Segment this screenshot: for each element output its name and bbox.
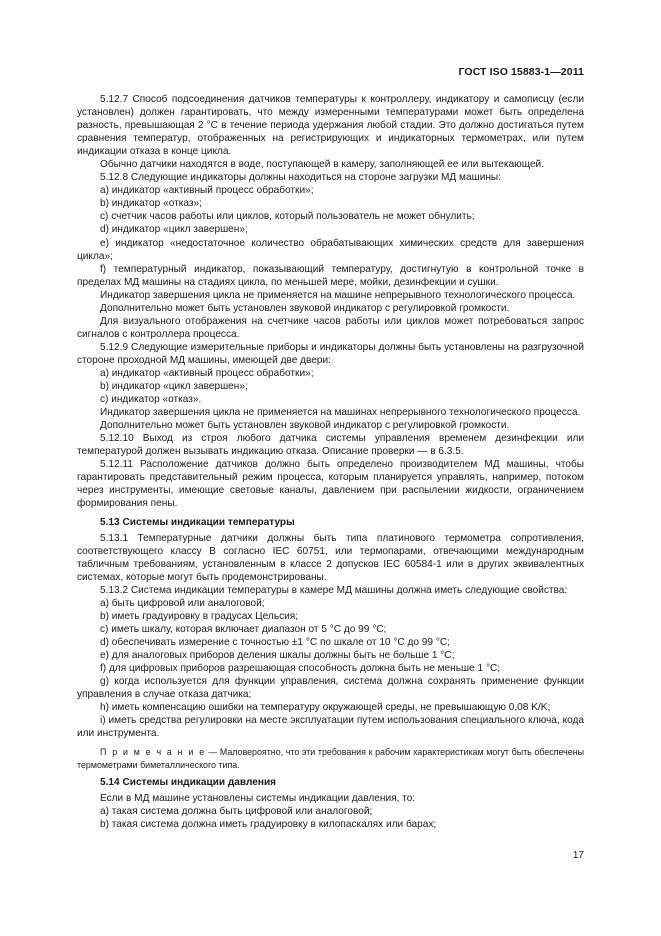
paragraph-5-12-10: 5.12.10 Выход из строя любого датчика системы управления временем дезинфекции или температурой должен вызывать индикацию отказа. Описание проверки — в 6.3.5. <box>77 433 584 458</box>
list-item: a) быть цифровой или аналоговой; <box>100 597 265 609</box>
list-item: i) иметь средства регулировки на месте эксплуатации путем использования специального ключа, кода или инструмента. <box>77 715 584 740</box>
list-item: a) индикатор «активный процесс обработки»; <box>100 367 314 379</box>
note <box>77 746 584 770</box>
list-item: c) индикатор «отказ». <box>100 394 202 406</box>
list-item: b) индикатор «отказ»; <box>100 198 202 210</box>
list-item: e) индикатор «недостаточное количество обрабатывающих химических средств для завершения цикла»; <box>77 237 584 262</box>
document-code-header: ГОСТ ISO 15883-1—2011 <box>458 66 584 78</box>
page-number: 17 <box>572 850 584 861</box>
list-item: e) для аналоговых приборов деления шкалы должны быть не больше 1 °С; <box>100 649 455 661</box>
paragraph-5-12-9: 5.12.9 Следующие измерительные приборы и индикаторы должны быть установлены на разгрузочной стороне проходной МД машины, имеющей две двери: <box>77 341 584 366</box>
paragraph-sound-indicator: Дополнительно может быть установлен звуковой индикатор с регулировкой громкости. <box>100 302 510 314</box>
list-item: d) индикатор «цикл завершен»; <box>100 224 248 236</box>
list-item: b) иметь градуировку в градусах Цельсия; <box>100 610 299 622</box>
list-item: g) когда используется для функции управления, система должна сохранять применение функции управления в случае отказа датчика; <box>77 676 584 701</box>
note-text: — Маловероятно, что эти требования к рабочим характеристикам могут быть обеспечены термометрами биметаллического типа. <box>77 747 584 770</box>
paragraph-5-12-8: 5.12.8 Следующие индикаторы должны находиться на стороне загрузки МД машины: <box>100 172 501 184</box>
list-item: b) такая система должна иметь градуировку в килопаскалях или барах; <box>100 818 437 830</box>
list-item: f) температурный индикатор, показывающий температуру, достигнутую в контрольной точке в пределах МД машины на стадиях цикла, по меньшей мере, мойки, дезинфекции и сушки. <box>77 263 584 288</box>
paragraph-cycle-indicator: Индикатор завершения цикла не применяется на машине непрерывного технологического процесса. <box>100 289 576 301</box>
list-item: h) иметь компенсацию ошибки на температуру окружающей среды, не превышающую 0,08 K/K; <box>100 702 551 714</box>
list-item: f) для цифровых приборов разрешающая способность должна быть не меньше 1 °С; <box>100 663 501 675</box>
paragraph-5-12-7: 5.12.7 Способ подсоединения датчиков температуры к контроллеру, индикатору и самописцу (если установлен) должен гарантировать, что между измеренными температурами может быть определена разность, превышающая 2 °С в течение периода удержания любой стадии. Это должно достигаться путем сравнения температур, отображенных на регистрирующих и индикаторных термометрах, или путем индикации отказа в конце цикла. <box>77 94 584 158</box>
paragraph-sound-indicator-2: Дополнительно может быть установлен звуковой индикатор с регулировкой громкости. <box>100 420 510 432</box>
page-body <box>77 93 584 831</box>
paragraph-sensors-note: Обычно датчики находятся в воде, поступающей в камеру, заполняющей ее или вытекающей. <box>100 159 544 171</box>
list-item: d) обеспечивать измерение с точностью ±1 °С по шкале от 10 °С до 99 °С; <box>100 636 450 648</box>
paragraph-counter-request: Для визуального отображения на счетчике часов работы или циклов может потребоваться запрос сигналов с контроллера процесса. <box>77 315 584 340</box>
paragraph-5-13-2: 5.13.2 Система индикации температуры в камере МД машины должна иметь следующие свойства: <box>100 584 568 596</box>
section-heading-5-13: 5.13 Системы индикации температуры <box>100 516 295 528</box>
list-item: c) иметь шкалу, которая включает диапазон от 5 °С до 99 °С; <box>100 623 387 635</box>
paragraph-cycle-indicator-2: Индикатор завершения цикла не применяется на машинах непрерывного технологического процесса. <box>100 407 581 419</box>
paragraph-5-12-11: 5.12.11 Расположение датчиков должно быть определено производителем МД машины, чтобы гарантировать представительный режим процесса, которым планируется управлять, например, потоком через инструменты, имеющие световые каналы, давлением при распылении жидкости, ограничением формирования пены. <box>77 459 584 510</box>
list-item: a) такая система должна быть цифровой или аналоговой; <box>100 805 373 817</box>
paragraph-5-13-1: 5.13.1 Температурные датчики должны быть типа платинового термометра сопротивления, соответствующего классу В согласно IEC 60751, или термопарами, отвечающими международным табличным требованиям, установленным в классе 2 допусков IEC 60584-1 или в других эквивалентных системах, которые могут быть продемонстрированы. <box>77 532 584 583</box>
paragraph-5-14-intro: Если в МД машине установлены системы индикации давления, то: <box>100 792 416 804</box>
list-item: b) индикатор «цикл завершен»; <box>100 381 248 393</box>
section-heading-5-14: 5.14 Системы индикации давления <box>100 776 277 788</box>
list-item: c) счетчик часов работы или циклов, который пользователь не может обнулить; <box>100 211 475 223</box>
list-item: a) индикатор «активный процесс обработки»; <box>100 185 314 197</box>
note-label: П р и м е ч а н и е <box>100 747 206 758</box>
